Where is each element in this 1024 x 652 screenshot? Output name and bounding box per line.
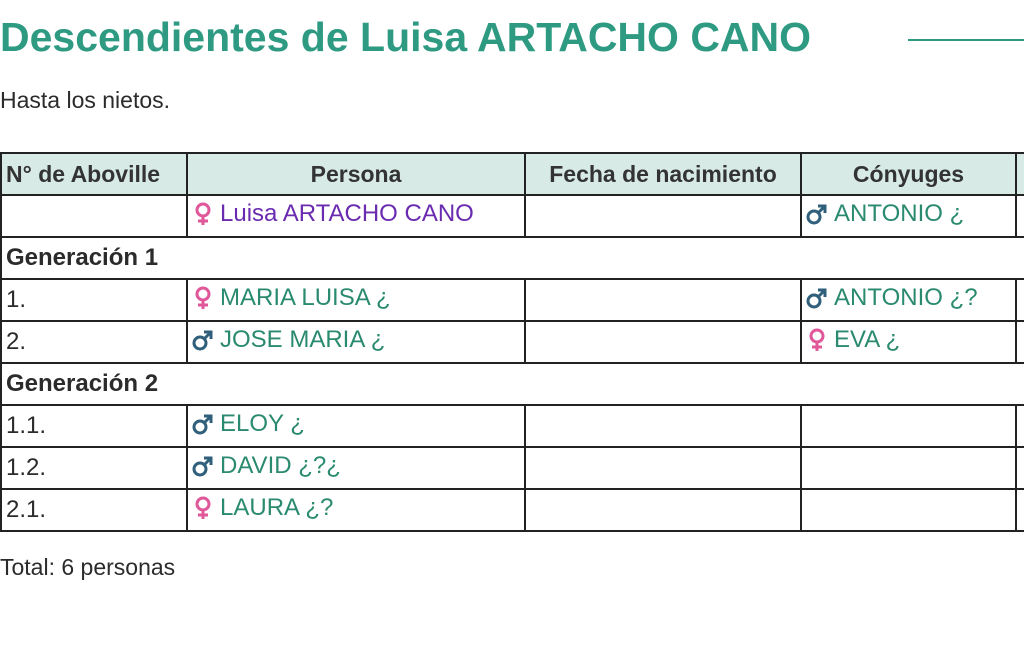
male-symbol-icon: [806, 286, 828, 310]
fecha-cell: [525, 321, 801, 363]
generation-row: [1, 237, 1024, 279]
conyuge-cell: [801, 405, 1016, 447]
female-symbol-icon: [806, 328, 828, 352]
page-subtitle: Hasta los nietos.: [0, 87, 171, 113]
fecha-cell: [525, 447, 801, 489]
person-name: ELOY ¿: [220, 409, 305, 437]
person-name: MARIA LUISA ¿: [220, 283, 391, 311]
female-symbol-icon: [192, 202, 214, 226]
person-name: DAVID ¿?¿: [220, 451, 341, 479]
generation-label: Generación 1: [1, 237, 1024, 279]
descendants-table: [0, 152, 1024, 532]
page-title: Descendientes de Luisa ARTACHO CANO: [0, 14, 812, 60]
male-symbol-icon: [192, 328, 214, 352]
title-row: [0, 12, 1024, 62]
fecha-cell: [525, 279, 801, 321]
fecha-cell: [525, 489, 801, 531]
female-symbol-icon: [192, 286, 214, 310]
conyuge-cell: [801, 489, 1016, 531]
female-symbol-icon: [192, 496, 214, 520]
table-row: [1, 321, 1024, 363]
fecha-cell: [525, 405, 801, 447]
header-aboville: N° de Aboville: [1, 153, 187, 195]
male-symbol-icon: [192, 454, 214, 478]
aboville-cell: 1.1.: [1, 405, 187, 447]
fecha-cell: [525, 195, 801, 237]
table-row: [1, 195, 1024, 237]
table-row: [1, 279, 1024, 321]
aboville-cell: 2.1.: [1, 489, 187, 531]
extra-cell: [1016, 447, 1024, 489]
generation-label: Generación 2: [1, 363, 1024, 405]
persona-cell: [187, 405, 525, 447]
aboville-cell: [1, 195, 187, 237]
person-link[interactable]: [806, 200, 964, 228]
person-link[interactable]: [192, 452, 341, 480]
persona-cell: [187, 321, 525, 363]
aboville-cell: 1.: [1, 279, 187, 321]
persona-cell: [187, 195, 525, 237]
persona-cell: [187, 279, 525, 321]
male-symbol-icon: [806, 202, 828, 226]
person-name: Luisa ARTACHO CANO: [220, 199, 474, 227]
person-name: ANTONIO ¿?: [834, 283, 978, 311]
person-link[interactable]: [192, 200, 474, 228]
aboville-cell: 2.: [1, 321, 187, 363]
conyuge-cell: [801, 321, 1016, 363]
extra-cell: [1016, 279, 1024, 321]
person-name: JOSE MARIA ¿: [220, 325, 386, 353]
header-fecha: Fecha de nacimiento: [525, 153, 801, 195]
person-link[interactable]: [192, 410, 305, 438]
male-symbol-icon: [192, 412, 214, 436]
title-divider: [908, 39, 1024, 41]
person-link[interactable]: [192, 284, 391, 312]
header-conyuges: Cónyuges: [801, 153, 1016, 195]
extra-cell: [1016, 489, 1024, 531]
extra-cell: [1016, 321, 1024, 363]
person-link[interactable]: [192, 326, 385, 354]
person-name: ANTONIO ¿: [834, 199, 965, 227]
generation-row: [1, 363, 1024, 405]
person-link[interactable]: [806, 284, 978, 312]
table-row: [1, 447, 1024, 489]
extra-cell: [1016, 195, 1024, 237]
conyuge-cell: [801, 447, 1016, 489]
person-name: LAURA ¿?: [220, 493, 334, 521]
person-link[interactable]: [806, 326, 900, 354]
aboville-cell: 1.2.: [1, 447, 187, 489]
header-extra: [1016, 153, 1024, 195]
person-name: EVA ¿: [834, 325, 901, 353]
table-header-row: [1, 153, 1024, 195]
persona-cell: [187, 447, 525, 489]
total-count: Total: 6 personas: [0, 554, 176, 580]
conyuge-cell: [801, 195, 1016, 237]
table-row: [1, 489, 1024, 531]
extra-cell: [1016, 405, 1024, 447]
table-row: [1, 405, 1024, 447]
persona-cell: [187, 489, 525, 531]
table-body: [1, 195, 1024, 531]
conyuge-cell: [801, 279, 1016, 321]
person-link[interactable]: [192, 494, 333, 522]
header-persona: Persona: [187, 153, 525, 195]
